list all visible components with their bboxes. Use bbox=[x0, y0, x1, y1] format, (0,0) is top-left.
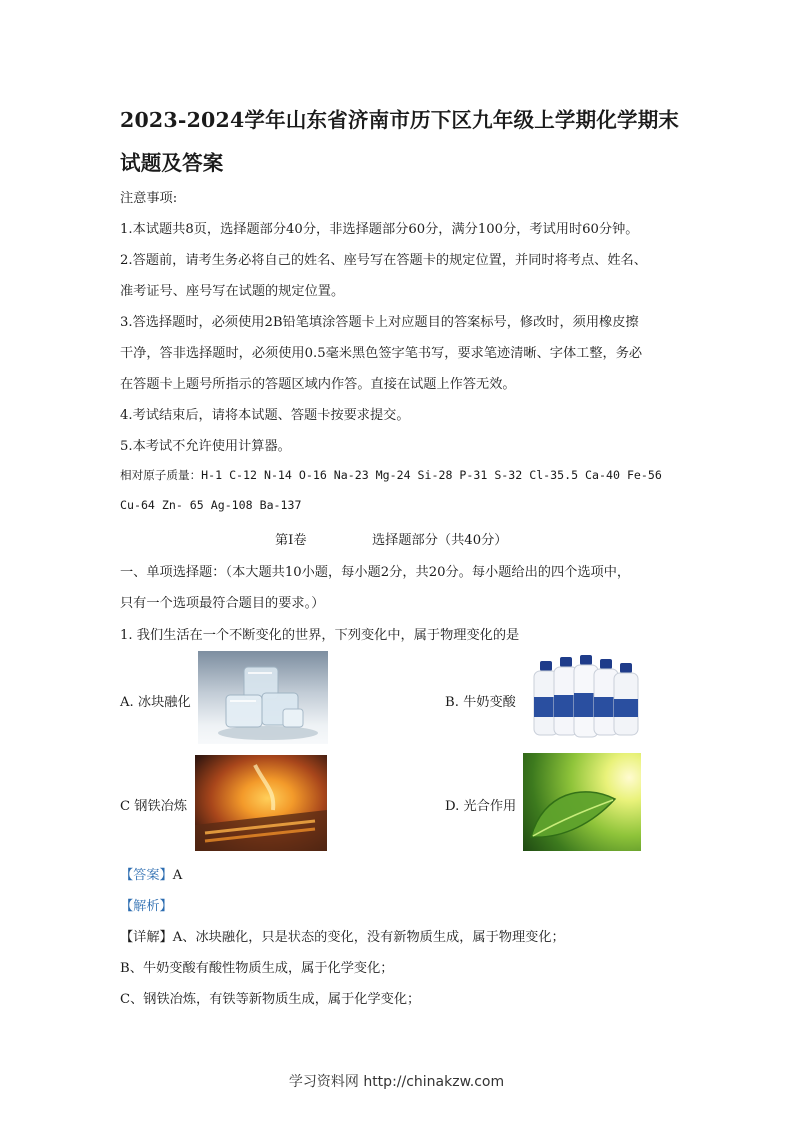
yogurt-bottles-image bbox=[526, 653, 642, 744]
option-b-label: B. 牛奶变酸 bbox=[445, 695, 516, 710]
note-4: 4.考试结束后，请将本试题、答题卡按要求提交。 bbox=[120, 408, 410, 423]
answer-value: A bbox=[172, 868, 183, 883]
atomic-masses-1-text: 相对原子质量：H-1 C-12 N-14 O-16 Na-23 Mg-24 Si-28 P-31 S-32 Cl-35.5 Ca-40 Fe-56 bbox=[120, 468, 662, 482]
detail-3: C、钢铁冶炼，有铁等新物质生成，属于化学变化； bbox=[120, 992, 421, 1007]
option-d-label: D. 光合作用 bbox=[445, 799, 517, 814]
detail-2: B、牛奶变酸有酸性物质生成，属于化学变化； bbox=[120, 961, 394, 976]
photosynthesis-leaf-image bbox=[523, 753, 641, 851]
atomic-masses-1 bbox=[120, 467, 662, 483]
analysis-tag: 【解析】 bbox=[120, 899, 173, 914]
option-a-label: A. 冰块融化 bbox=[120, 695, 191, 710]
answer-line bbox=[120, 864, 182, 883]
doc-title-line2: 试题及答案 bbox=[120, 151, 224, 175]
note-3c: 在答题卡上题号所指示的答题区域内作答。直接在试题上作答无效。 bbox=[120, 377, 516, 392]
ice-cubes-image bbox=[198, 651, 328, 744]
section-part: 第Ⅰ卷 bbox=[275, 533, 307, 548]
answer-tag: 【答案】 bbox=[120, 868, 173, 883]
detail-1: 【详解】A、冰块融化，只是状态的变化，没有新物质生成，属于物理变化； bbox=[120, 930, 565, 945]
atomic-masses-2: Cu-64 Zn- 65 Ag-108 Ba-137 bbox=[120, 498, 302, 512]
doc-title-line1: 2023-2024学年山东省济南市历下区九年级上学期化学期末 bbox=[120, 108, 680, 132]
note-1: 1.本试题共8页，选择题部分40分，非选择题部分60分，满分100分，考试用时60分钟。 bbox=[120, 222, 639, 237]
note-2b: 准考证号、座号写在试题的规定位置。 bbox=[120, 284, 345, 299]
section-intro-2: 只有一个选项最符合题目的要求。） bbox=[120, 596, 325, 611]
section-intro-1: 一、单项选择题：（本大题共10小题，每小题2分，共20分。每小题给出的四个选项中， bbox=[120, 565, 631, 580]
page-footer: 学习资料网 http://chinakzw.com bbox=[288, 1074, 505, 1090]
option-c-label: C 钢铁冶炼 bbox=[120, 799, 188, 814]
note-3a: 3.答选择题时，必须使用2B铅笔填涂答题卡上对应题目的答案标号，修改时，须用橡皮擦 bbox=[120, 315, 639, 330]
note-2a: 2.答题前，请考生务必将自己的姓名、座号写在答题卡的规定位置，并同时将考点、姓名、 bbox=[120, 253, 647, 268]
note-3b: 干净，答非选择题时，必须使用0.5毫米黑色签字笔书写，要求笔迹清晰、字体工整，务必 bbox=[120, 346, 643, 361]
note-5: 5.本考试不允许使用计算器。 bbox=[120, 439, 291, 454]
question-1-stem: 1. 我们生活在一个不断变化的世界，下列变化中，属于物理变化的是 bbox=[120, 628, 520, 643]
section-name: 选择题部分（共40分） bbox=[372, 533, 508, 548]
steel-smelting-image bbox=[195, 755, 327, 851]
notes-heading: 注意事项: bbox=[120, 191, 178, 206]
